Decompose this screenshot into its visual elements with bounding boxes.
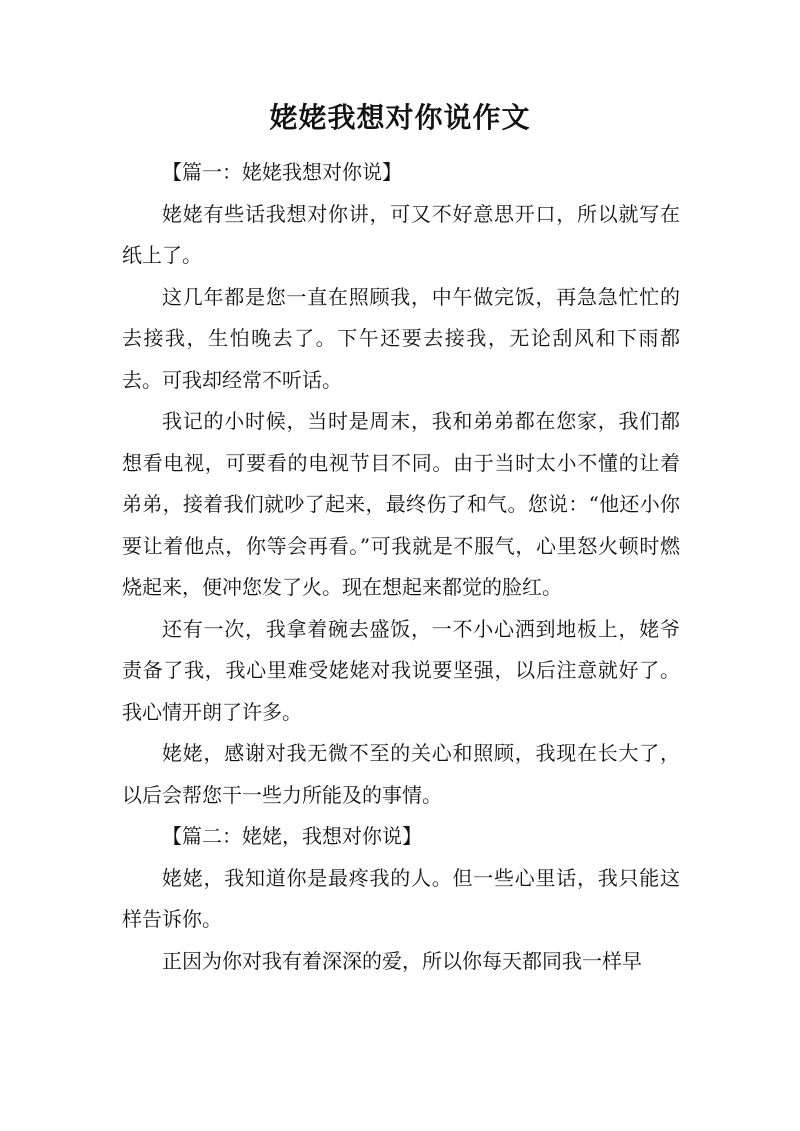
document-body: [122, 152, 680, 982]
paragraph: 我记的小时候，当时是周末，我和弟弟都在您家，我们都想看电视，可要看的电视节目不同。由于当时太小不懂的让着弟弟，接着我们就吵了起来，最终伤了和气。您说：“他还小你要让着他点，你等会再看。”可我就是不服气，心里怒火顿时燃烧起来，便冲您发了火。现在想起来都觉的脸红。: [122, 409, 680, 599]
paragraph: 姥姥，我知道你是最疼我的人。但一些心里话，我只能这样告诉你。: [122, 865, 680, 931]
paragraph: 还有一次，我拿着碗去盛饭，一不小心洒到地板上，姥爷责备了我，我心里难受姥姥对我说要坚强，以后注意就好了。我心情开朗了许多。: [122, 616, 680, 724]
paragraph: 这几年都是您一直在照顾我，中午做完饭，再急急忙忙的去接我，生怕晚去了。下午还要去接我，无论刮风和下雨都去。可我却经常不听话。: [122, 284, 680, 392]
section-heading-1: 【篇一：姥姥我想对你说】: [162, 160, 402, 184]
paragraph: 姥姥，感谢对我无微不至的关心和照顾，我现在长大了，以后会帮您干一些力所能及的事情。: [122, 741, 680, 807]
paragraph: 正因为你对我有着深深的爱，所以你每天都同我一样早: [162, 948, 642, 973]
document-title: 姥姥我想对你说作文: [269, 101, 531, 134]
paragraph: 姥姥有些话我想对你讲，可又不好意思开口，所以就写在纸上了。: [122, 201, 680, 267]
section-heading-2: 【篇二：姥姥，我想对你说】: [162, 824, 422, 848]
